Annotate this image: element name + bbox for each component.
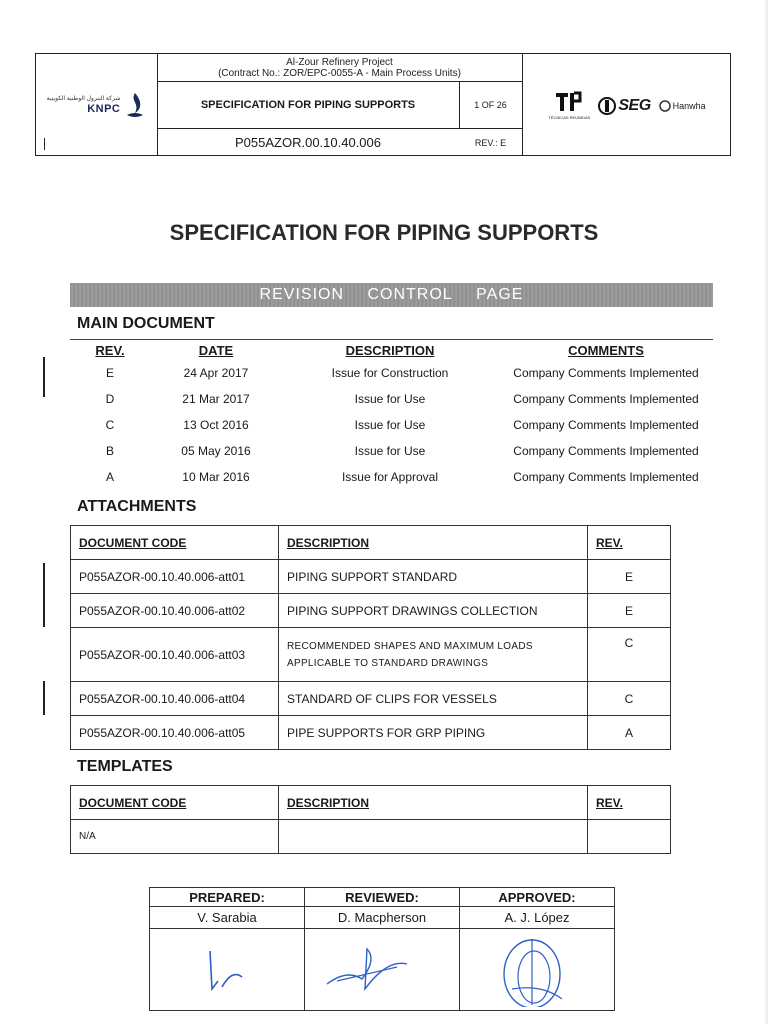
templates-heading: TEMPLATES <box>77 758 173 775</box>
rev <box>588 820 671 854</box>
table-row <box>71 594 671 628</box>
page-title: SPECIFICATION FOR PIPING SUPPORTS <box>169 220 599 245</box>
approval-signatures <box>150 929 615 1011</box>
approver-name: A. J. López <box>460 907 615 929</box>
banner-word: CONTROL <box>367 286 453 303</box>
revision-label: REV.: E <box>474 137 507 148</box>
banner-word: PAGE <box>476 286 524 303</box>
reviewer-signature <box>305 929 460 1011</box>
project-name: Al-Zour Refinery Project <box>286 56 393 68</box>
project-info <box>157 54 522 81</box>
row-description: Issue for Use <box>354 418 426 432</box>
description <box>279 628 588 682</box>
row-rev: A <box>105 470 114 484</box>
column-header-rev: REV. <box>588 786 671 820</box>
description <box>279 820 588 854</box>
signature-icon <box>462 929 612 1007</box>
description: PIPING SUPPORT DRAWINGS COLLECTION <box>279 594 588 628</box>
column-header-document-code: DOCUMENT CODE <box>71 526 279 560</box>
tr-logo <box>548 91 590 120</box>
approval-roles <box>150 888 615 907</box>
column-header-date: DATE <box>198 343 234 358</box>
row-comment: Company Comments Implemented <box>513 470 699 484</box>
document-number: P055AZOR.00.10.40.006 <box>235 135 381 150</box>
attachments-table <box>70 525 671 750</box>
client-logo <box>36 54 157 157</box>
contractor-logos <box>522 54 732 157</box>
main-document-heading: MAIN DOCUMENT <box>77 315 215 332</box>
change-bar <box>43 563 45 627</box>
document-code: P055AZOR-00.10.40.006-att04 <box>71 682 279 716</box>
client-arabic-name: شركة البترول الوطنية الكويتية <box>46 96 121 102</box>
document-code: N/A <box>71 820 279 854</box>
templates-table <box>70 785 671 854</box>
tr-mark-icon <box>554 91 584 115</box>
row-description: Issue for Construction <box>331 366 449 380</box>
row-comment: Company Comments Implemented <box>513 392 699 406</box>
tr-logo-text: TÉCNICAS REUNIDAS <box>548 115 591 120</box>
document-code: P055AZOR-00.10.40.006-att02 <box>71 594 279 628</box>
row-description: Issue for Approval <box>341 470 439 484</box>
description: PIPE SUPPORTS FOR GRP PIPING <box>279 716 588 750</box>
sinopec-logo <box>598 94 650 118</box>
table-header-row <box>71 786 671 820</box>
approval-names <box>150 907 615 929</box>
revision-control-banner <box>70 283 713 307</box>
rev: C <box>588 682 671 716</box>
row-comment: Company Comments Implemented <box>513 366 699 380</box>
banner-word: REVISION <box>259 286 345 303</box>
document-code: P055AZOR-00.10.40.006-att05 <box>71 716 279 750</box>
description: STANDARD OF CLIPS FOR VESSELS <box>279 682 588 716</box>
preparer-name: V. Sarabia <box>150 907 305 929</box>
approver-signature <box>460 929 615 1011</box>
approved-label: APPROVED: <box>460 888 615 907</box>
description: PIPING SUPPORT STANDARD <box>279 560 588 594</box>
row-date: 24 Apr 2017 <box>183 366 249 380</box>
row-rev: E <box>105 366 114 380</box>
row-rev: D <box>105 392 115 406</box>
attachments-heading: ATTACHMENTS <box>77 498 197 515</box>
client-logo-text: KNPC <box>87 103 121 115</box>
rev: C <box>588 628 671 682</box>
column-header-comments: COMMENTS <box>568 343 644 358</box>
row-description: Issue for Use <box>354 392 426 406</box>
column-header-rev: REV. <box>588 526 671 560</box>
prepared-label: PREPARED: <box>150 888 305 907</box>
column-header-description: DESCRIPTION <box>279 786 588 820</box>
header-spec-title: SPECIFICATION FOR PIPING SUPPORTS <box>200 98 416 111</box>
table-row <box>71 560 671 594</box>
change-bar <box>43 681 45 715</box>
row-rev: C <box>105 418 115 432</box>
hanwha-logo-text: Hanwha <box>672 100 706 111</box>
signature-icon <box>307 929 457 1007</box>
hanwha-mark-icon <box>659 100 671 112</box>
signature-icon <box>152 929 302 1007</box>
column-header-description: DESCRIPTION <box>279 526 588 560</box>
row-description: Issue for Use <box>354 444 426 458</box>
preparer-signature <box>150 929 305 1011</box>
table-row <box>71 682 671 716</box>
approval-block <box>149 887 615 1011</box>
rev: E <box>588 560 671 594</box>
page-edge <box>764 0 768 1024</box>
table-row <box>71 628 671 682</box>
row-date: 10 Mar 2016 <box>182 470 250 484</box>
seg-logo-text: SEG <box>618 96 651 114</box>
row-date: 13 Oct 2016 <box>183 418 249 432</box>
rev: E <box>588 594 671 628</box>
page-count: 1 OF 26 <box>474 99 507 110</box>
description-line: RECOMMENDED SHAPES AND MAXIMUM LOADS <box>287 640 533 652</box>
document-header <box>35 53 731 156</box>
document-code: P055AZOR-00.10.40.006-att01 <box>71 560 279 594</box>
reviewer-name: D. Macpherson <box>305 907 460 929</box>
contract-number: (Contract No.: ZOR/EPC-0055-A - Main Process Units) <box>218 67 461 79</box>
column-header-rev: REV. <box>95 343 125 358</box>
row-comment: Company Comments Implemented <box>513 444 699 458</box>
document-code: P055AZOR-00.10.40.006-att03 <box>71 628 279 682</box>
description-line: APPLICABLE TO STANDARD DRAWINGS <box>287 657 489 669</box>
hanwha-logo <box>659 100 706 112</box>
table-row <box>71 820 671 854</box>
rev: A <box>588 716 671 750</box>
revision-marker <box>44 138 45 150</box>
divider <box>70 339 713 340</box>
table-row <box>71 716 671 750</box>
flame-icon <box>124 91 146 121</box>
row-comment: Company Comments Implemented <box>513 418 699 432</box>
column-header-document-code: DOCUMENT CODE <box>71 786 279 820</box>
row-date: 05 May 2016 <box>181 444 251 458</box>
row-date: 21 Mar 2017 <box>182 392 250 406</box>
change-bar <box>43 357 45 397</box>
table-header-row <box>71 526 671 560</box>
column-header-description: DESCRIPTION <box>345 343 435 358</box>
row-rev: B <box>105 444 114 458</box>
reviewed-label: REVIEWED: <box>305 888 460 907</box>
